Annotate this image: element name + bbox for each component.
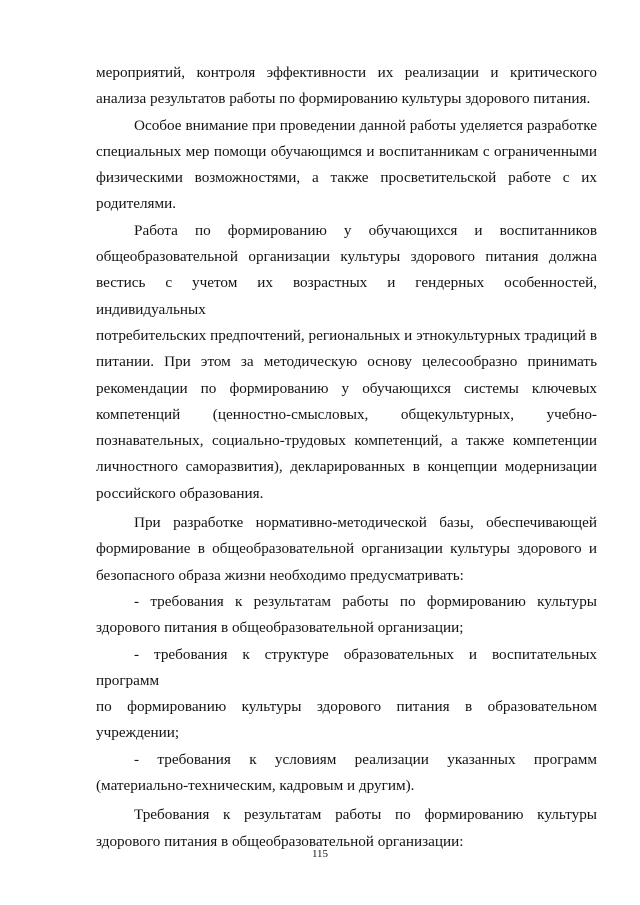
text-line: мероприятий, контроля эффективности их реализации и критического xyxy=(96,64,597,81)
text-line: Особое внимание при проведении данной работы уделяется разработке xyxy=(134,116,597,134)
text-line: специальных мер помощи обучающимся и воспитанникам с ограниченными xyxy=(96,142,597,160)
text-line: - требования к условиям реализации указанных программ xyxy=(134,750,597,768)
text-line: рекомендации по формированию у обучающихся системы ключевых xyxy=(96,379,597,397)
text-line: родителями. xyxy=(96,195,177,213)
text-line: Работа по формированию у обучающихся и воспитанников xyxy=(134,221,597,239)
text-line: питании. При этом за методическую основу целесообразно принимать xyxy=(96,353,597,371)
text-line: учреждении; xyxy=(96,724,180,742)
text-line: формирование в общеобразовательной организации культуры здорового и xyxy=(96,540,597,558)
text-line: Требования к результатам работы по формированию культуры xyxy=(134,806,597,824)
text-line: потребительских предпочтений, региональных и этнокультурных традиций в xyxy=(96,326,597,344)
text-line: российского образования. xyxy=(96,484,264,502)
text-line: здорового питания в общеобразовательной организации: xyxy=(96,832,464,850)
text-line: личностного саморазвития), декларированных в концепции модернизации xyxy=(96,458,597,476)
text-line: вестись с учетом их возрастных и гендерных особенностей, индивидуальных xyxy=(96,274,597,318)
text-line: (материально-техническим, кадровым и другим). xyxy=(96,777,415,795)
text-line: компетенций (ценностно-смысловых, общекультурных, учебно- xyxy=(96,405,597,423)
text-line: При разработке нормативно-методической базы, обеспечивающей xyxy=(134,514,597,532)
text-line: - требования к результатам работы по формированию культуры xyxy=(134,592,597,610)
page-number: 115 xyxy=(311,848,329,860)
text-line: - требования к структуре образовательных и воспитательных программ xyxy=(96,645,597,689)
text-line: безопасного образа жизни необходимо предусматривать: xyxy=(96,566,464,584)
text-line: по формированию культуры здорового питания в образовательном xyxy=(96,698,597,716)
text-line: здорового питания в общеобразовательной организации; xyxy=(96,619,464,637)
text-line: анализа результатов работы по формированию культуры здорового питания. xyxy=(96,90,591,108)
text-line: общеобразовательной организации культуры здорового питания должна xyxy=(96,248,597,266)
text-line: познавательных, социально-трудовых компетенций, а также компетенции xyxy=(96,432,597,450)
body-text xyxy=(96,60,597,855)
text-line: физическими возможностями, а также просветительской работе с их xyxy=(96,169,597,187)
